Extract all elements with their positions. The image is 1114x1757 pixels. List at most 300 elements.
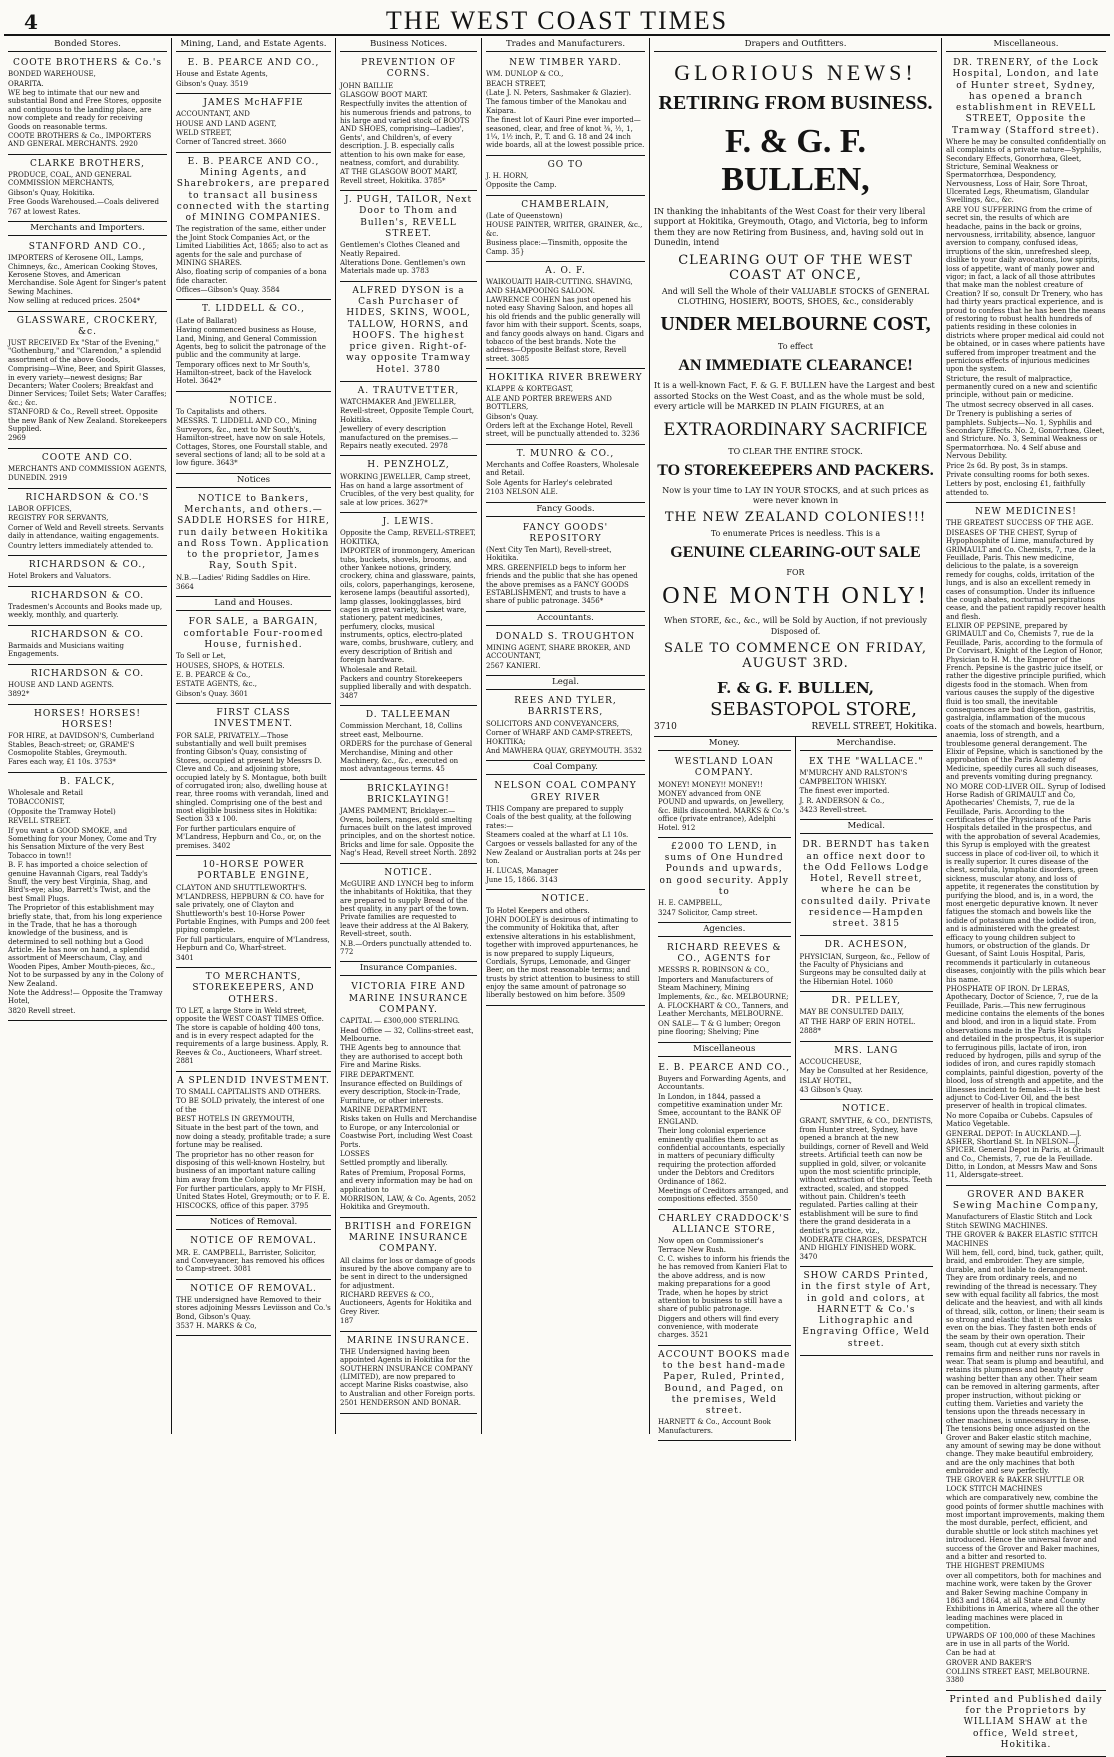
ad-text: Commission Merchant, 18, Collins street east, Melbourne. bbox=[340, 722, 463, 739]
sacrifice-heading: EXTRAORDINARY SACRIFICE bbox=[663, 418, 928, 440]
advertisement bbox=[8, 556, 167, 587]
enumerate-text: To enumerate Prices is needless. This is a bbox=[710, 529, 881, 539]
section-heading: Miscellaneous bbox=[658, 1043, 791, 1057]
advertisement bbox=[486, 156, 645, 196]
ad-text: ORDERS for the purchase of General Merchandise, Mining and other Machinery, &c., &c., executed on most advantageous terms. 45 bbox=[340, 740, 473, 774]
ad-text: (Opposite the Tramway Hotel) bbox=[8, 807, 116, 816]
ad-text: REVELL STREET. bbox=[8, 817, 71, 826]
ad-text: MINING AGENT, SHARE BROKER, AND ACCOUNTANT, bbox=[486, 644, 631, 661]
section-heading: Money. bbox=[658, 737, 791, 751]
advertisement bbox=[486, 54, 645, 156]
ad-headline: E. B. PEARCE AND CO., bbox=[187, 58, 320, 68]
advertisement bbox=[486, 890, 645, 1006]
ad-text: In London, in 1844, passed a competitive examination under Mr. Smee, accountant to the BANK OF ENGLAND. bbox=[658, 1092, 783, 1126]
advertisement bbox=[340, 780, 477, 864]
section-heading: Medical. bbox=[800, 820, 934, 834]
section-heading: Coal Company. bbox=[486, 761, 645, 775]
ad-text: Buyers and Forwarding Agents, and Accountants. bbox=[658, 1074, 786, 1092]
ad-text: 3820 Revell street. bbox=[8, 1006, 76, 1015]
ad-text: Will hem, fell, cord, bind, tuck, gather, quilt, braid, and embroider. They are simple, durable, and not liable to derangement. They are from ordinary reels, and no rewinding of the thread is necessary. They sew with equal facility all fabrics, the most delicate and the heaviest, and with all kinds of thread, silk, cotton, or linen; their seam is so strong and elastic that it never breaks even on the bias. They fasten both ends of the seam by their own operation. Their seam, though cut at every sixth stitch remains firm and neither runs nor ravels in wear. That seam is plump and beautiful, and retains its plumpness and beauty after washing better than any other. Their seam can be removed in altering garments, after proper instruction, without picking or cutting them. Varieties and variety the tensions upon the threads necessary in other machines, is unnecessary in these. The tensions being once adjusted on the Grover and Baker elastic stitch machine, any amount of sewing may be done without change. They make beautiful embroidery, and are the only machines that both embroider and sew perfectly. bbox=[946, 1248, 1105, 1476]
ad-text: Hotel Brokers and Valuators. bbox=[8, 572, 112, 581]
advertisement bbox=[946, 1186, 1106, 1691]
ad-text: Price 2s 6d. By post, 3s in stamps. bbox=[946, 461, 1068, 470]
advertisement bbox=[800, 836, 934, 936]
clearance-heading: AN IMMEDIATE CLEARANCE! bbox=[678, 357, 913, 375]
ad-text: FOR HIRE, at DAVIDSON'S, Cumberland Stables, Beach-street; or, GRAME'S Cosmopolite Stables, Greymouth. bbox=[8, 732, 155, 757]
advertisement bbox=[176, 153, 331, 301]
fact-text: It is a well-known Fact, F. & G. F. BULLEN have the Largest and best assorted Stocks on the West Coast, and as the whole must be sold, every article will be MARKED IN PLAIN FIGURES, at an bbox=[654, 381, 935, 412]
newspaper-title: THE WEST COAST TIMES bbox=[385, 6, 729, 35]
advertisement bbox=[176, 300, 331, 391]
ad-text: No more Copaiba or Cubebs. Capsules of Matico Vegetable. bbox=[946, 1111, 1093, 1129]
ad-text: THIS Company are prepared to supply Coals of the best quality, at the following rates:— bbox=[486, 804, 632, 830]
section-heading: Business Notices. bbox=[340, 38, 477, 52]
advertisement bbox=[8, 449, 167, 489]
section-heading: Bonded Stores. bbox=[8, 38, 167, 52]
ad-text: GROVER AND BAKER'S bbox=[946, 1658, 1032, 1667]
advertisement bbox=[176, 1072, 331, 1217]
section-heading: Accountants. bbox=[486, 612, 645, 626]
ad-headline: NELSON COAL COMPANY GREY RIVER bbox=[494, 781, 637, 803]
advertisement bbox=[176, 94, 331, 153]
section-heading: Insurance Companies. bbox=[340, 962, 477, 976]
ad-text: The registration of the same, either under the Joint Stock Companies Act, or the Limited Liabilities Act, 1865; also to act as agents for the sale and purchase of MINING SHARES. bbox=[176, 225, 328, 267]
ad-text: Revell-street, Opposite Temple Court, Hokitika. bbox=[340, 407, 475, 424]
ad-headline: ALFRED DYSON is a Cash Purchaser of HIDES, SKINS, WOOL, TALLOW, HORNS, and HOOFS. The highest price given. Right-of-way opposite Tramway Hotel. 3780 bbox=[345, 285, 472, 375]
ad-text: JOHN BAILLIE bbox=[340, 81, 394, 90]
ad-text: Note the Address!— Opposite the Tramway Hotel, bbox=[8, 989, 163, 1006]
ad-text: MR. E. CAMPBELL, Barrister, Solicitor, and Conveyancer, has removed his offices to Camp-street. 3081 bbox=[176, 1248, 325, 1274]
ad-text: TO LET, a large Store in Weld street, opposite the WEST COAST TIMES Office. The store is capable of holding 400 tons, and is in every respect adapted for the requirements of a large business. Apply, R. Reeves & Co., Auctioneers, Wharf street. 2881 bbox=[176, 1006, 329, 1066]
ad-text: FOR SALE, PRIVATELY.—Those substantially and well built premises fronting Gibson's Quay, consisting of Stores, occupied at present by Messrs D. Cleve and Co., and adjoining store, occupied lately by S. Montague, both built of corrugated iron; also, dwelling house at rear, three rooms with verandah, lined and shingled. Comprising one of the best and most eligible business sites in Hokitika: Section 33 x 100. bbox=[176, 731, 329, 824]
ad-headline: RICHARD REEVES & CO., AGENTS for bbox=[667, 942, 782, 965]
ad-text: Settled promptly and liberally. bbox=[340, 1159, 448, 1168]
ad-text: Steamers coaled at the wharf at L1 10s. bbox=[486, 830, 629, 839]
ad-text: 2501 HENDERSON AND BONAR. bbox=[340, 1399, 461, 1408]
section-heading: Notices bbox=[176, 474, 331, 488]
ad-text: 3423 Revell-street. bbox=[799, 805, 867, 814]
ad-headline: SHOW CARDS Printed, in the first style of Art, in gold and colors, at HARNETT & Co.'s Lithographic and Engraving Office, Weld street. bbox=[801, 1271, 932, 1349]
advertisement bbox=[8, 626, 167, 665]
advertisement bbox=[800, 1042, 934, 1101]
ad-headline: NOTICE OF REMOVAL. bbox=[190, 1283, 317, 1294]
ad-text: 767 at lowest Rates. bbox=[8, 207, 81, 216]
advertisement bbox=[486, 777, 645, 890]
one-month-heading: ONE MONTH ONLY! bbox=[662, 583, 929, 610]
ad-text: Also, floating scrip of companies of a bona fide character. bbox=[176, 268, 327, 285]
ad-text: Comprising—Wine, Beer, and Spirit Glasses, in every variety—newest designs; Bar Decanters; Water Coolers; Breakfast and Dinner Services; Toilet Sets; Water Caraffes; &c.; &c. bbox=[8, 365, 167, 407]
section-heading: Notices of Removal. bbox=[176, 1216, 331, 1230]
ad-text: MODERATE CHARGES, DESPATCH AND HIGHLY FINISHED WORK. 3470 bbox=[799, 1236, 927, 1261]
ad-text: If you want a GOOD SMOKE, and Something for your Money, Come and Try his Sensation Mixture of the very Best Tobacco in town!! bbox=[8, 826, 157, 860]
ad-text: Now open on Commissioner's Terrace New Rush. bbox=[658, 1237, 764, 1254]
ad-text: RICHARD REEVES & CO., Auctioneers, Agents for Hokitika and Grey River. bbox=[340, 1291, 472, 1316]
ad-text: Wholesale and Retail. bbox=[340, 665, 418, 674]
advertisement bbox=[8, 489, 167, 556]
advertisement bbox=[800, 936, 934, 992]
ad-text: Merchants and Coffee Roasters, Wholesale and Retail. bbox=[486, 461, 639, 478]
ad-text: DUNEDIN. 2919 bbox=[8, 474, 68, 483]
ad-text: Barmaids and Musicians waiting Engagements. bbox=[8, 641, 125, 659]
ad-text: ISLAY HOTEL, bbox=[799, 1076, 852, 1085]
ad-headline: HORSES! HORSES! HORSES! bbox=[34, 708, 141, 730]
ad-text: Respectfully invites the attention of his numerous friends and patrons, to his large and varied stock of BOOTS AND SHOES, comprising—Ladies', Gents', and Children's, of every description. J. B. especially calls attention to his own make for ease, neatness, comfort, and durability. bbox=[340, 100, 472, 168]
ad-headline: A SPLENDID INVESTMENT. bbox=[177, 1075, 330, 1086]
ad-text: (Late J. N. Peters, Sashmaker & Glazier). bbox=[486, 89, 632, 98]
now-text: Now is your time to LAY IN YOUR STOCKS, and at such prices as were never known in bbox=[662, 485, 929, 505]
ad-text: Alterations Done. Gentlemen's own Materials made up. 3783 bbox=[340, 258, 466, 276]
ad-text: MAY BE CONSULTED DAILY, bbox=[799, 1008, 904, 1017]
ad-text: Temporary offices next to Mr South's, Hamilton-street, back of the Havelock Hotel. 3642* bbox=[176, 360, 312, 386]
advertisement bbox=[176, 704, 331, 856]
ad-text: BONDED WAREHOUSE, bbox=[8, 70, 96, 79]
advertisement bbox=[658, 753, 791, 838]
ad-number: 3710 bbox=[654, 722, 677, 733]
ad-text: Meetings of Creditors arranged, and compositions effected. 3550 bbox=[658, 1186, 789, 1204]
ad-text: For further particulars, apply to Mr FISH, United States Hotel, Greymouth; or to F. E. HISCOCKS, office of this paper. 3795 bbox=[176, 1185, 330, 1210]
advertisement bbox=[8, 705, 167, 773]
ad-headline: J. LEWIS. bbox=[382, 517, 435, 528]
advertisement bbox=[486, 519, 645, 612]
ad-text: TO SMALL CAPITALISTS AND OTHERS. bbox=[176, 1087, 321, 1096]
ad-text: WE beg to intimate that our new and substantial Bond and Free Stores, opposite and contiguous to the landing place, are now complete and ready for receiving Goods on reasonable terms. bbox=[8, 89, 162, 131]
ad-text: UPWARDS OF 100,000 of these Machines are in use in all parts of the World. bbox=[946, 1631, 1096, 1648]
ad-text: For full particulars, enquire of M'Landress, Hepburn and Co, Wharf-street. bbox=[176, 935, 330, 953]
ad-headline: Printed and Published daily for the Proprietors by WILLIAM SHAW at the office, Weld street, Hokitika. bbox=[949, 1694, 1103, 1750]
ad-headline: GLASSWARE, CROCKERY, &c. bbox=[16, 315, 159, 337]
ad-text: Cargoes or vessels ballasted for any of the New Zealand or Australian ports at 24s per ton. bbox=[486, 840, 641, 866]
ad-text: MONEY! MONEY!! MONEY!! bbox=[658, 780, 763, 789]
ad-text: over all competitors, both for machines and machine work, were taken by the Grover and Baker Sewing machine Company in 1863 and 1864, at all State and County Exhibitions in America, where all the other leading machines were placed in competition. bbox=[946, 1571, 1102, 1631]
ad-headline: NEW MEDICINES! bbox=[975, 507, 1077, 518]
advertisement bbox=[658, 838, 791, 923]
ad-text: Country letters immediately attended to. bbox=[8, 541, 154, 550]
colonies-heading: THE NEW ZEALAND COLONIES!!! bbox=[664, 510, 927, 526]
ad-text: GENERAL DEPOT: In AUCKLAND.—J. ASHER, Shortland St. In NELSON—J. SPICER. General Depot in Paris, at Grimault and Co., Chemists, 7, rue de la Feuillade. Ditto, in London, at Messrs Maw and Sons 11, Aldersgate-street. bbox=[946, 1129, 1105, 1180]
ad-text: Wholesale and Retail bbox=[8, 789, 83, 798]
ad-headline: GO TO bbox=[547, 159, 584, 170]
commence-heading: SALE TO COMMENCE ON FRIDAY, AUGUST 3RD. bbox=[663, 641, 928, 672]
ad-text: MARINE DEPARTMENT. bbox=[340, 1106, 428, 1115]
ad-text: Their long colonial experience eminently qualifies them to act as confidential accountants, especially in matters of pecuniary difficulty requiring the protection afforded under the Debtors and Creditors Ordinance of 1862. bbox=[658, 1127, 785, 1186]
advertisement bbox=[800, 1100, 934, 1267]
ad-headline: MRS. LANG bbox=[834, 1045, 899, 1056]
sell-text: And will Sell the Whole of their VALUABLE STOCKS of GENERAL CLOTHING, HOSIERY, BOOTS, SHOES, &c., considerably bbox=[661, 286, 930, 306]
ad-text: 2969 bbox=[8, 434, 26, 443]
advertisement bbox=[946, 1691, 1106, 1757]
ad-text: LAWRENCE COHEN has just opened his noted easy Shaving Saloon, and hopes all his old friends and the public generally will favor him with their support. Scents, soaps, and fancy goods always on hand. Cigars and tobacco of the best brands. Note the address—Opposite Belfast store, Revell street. 3085 bbox=[486, 296, 644, 363]
ad-text: All claims for loss or damage of goods insured by the above company are to be sent in direct to the undersigned for adjustment. bbox=[340, 1256, 476, 1290]
ad-headline: MARINE INSURANCE. bbox=[346, 1335, 470, 1346]
ad-text: THE GROVER & BAKER ELASTIC STITCH MACHINES bbox=[946, 1231, 1098, 1248]
under-melbourne-cost: UNDER MELBOURNE COST, bbox=[660, 313, 931, 336]
ad-text: Having commenced business as House, Land, Mining, and General Commission Agents, beg to solicit the patronage of the public and the community at large. bbox=[176, 326, 326, 360]
advertisement bbox=[8, 312, 167, 449]
ad-text: Corner of Tancred street. 3660 bbox=[176, 138, 287, 147]
ad-text: Corner of WHARF AND CAMP-STREETS, HOKITIKA; bbox=[486, 729, 633, 746]
ad-text: Stricture, the result of malpractice, permanently cured on a new and scientific principle, without pain or medicine. bbox=[946, 374, 1098, 400]
ad-headline: NOTICE. bbox=[229, 395, 278, 406]
ad-text: 3537 H. MARKS & Co, bbox=[176, 1322, 257, 1331]
ad-text: Opposite the Camp, REVELL-STREET, HOKITIKA, bbox=[340, 529, 476, 546]
ad-headline: E. B. PEARCE AND CO., bbox=[658, 1062, 791, 1073]
ad-text: MESSRS. T. LIDDELL AND CO., Mining Surveyors, &c., next to Mr South's, Hamilton-street, have now on sale Hotels, Cottages, Stores, one Fourstall stable, and several sections of land; all to be sold at a low figure. 3643* bbox=[176, 417, 328, 468]
advertisement bbox=[340, 191, 477, 282]
ad-text: M'LANDRESS, HEPBURN & CO. have for sale privately, one of Clayton and Shuttleworth's best 10-Horse Power Portable Engines, with Pumps and 200 feet piping complete. bbox=[176, 892, 330, 935]
ad-text: Private consulting rooms for both sexes. bbox=[946, 470, 1090, 479]
ad-headline: NOTICE. bbox=[541, 894, 590, 905]
ad-text: PRODUCE, COAL, AND GENERAL COMMISSION MERCHANTS, bbox=[8, 171, 132, 188]
ad-text: THE undersigned have Removed to their stores adjoining Messrs Leviisson and Co.'s Bond, Gibson's Quay. bbox=[176, 1295, 331, 1321]
ad-text: To Hotel Keepers and others. bbox=[486, 906, 590, 915]
ad-headline: BRICKLAYING! BRICKLAYING! bbox=[367, 783, 450, 806]
ad-text: THE HIGHEST PREMIUMS bbox=[946, 1562, 1045, 1571]
ad-text: COOTE BROTHERS & Co., IMPORTERS AND GENERAL MERCHANTS. 2920 bbox=[8, 131, 152, 149]
ad-text: WELD STREET, bbox=[176, 129, 232, 138]
ad-text: H. LUCAS, Manager bbox=[486, 866, 559, 875]
column-1 bbox=[4, 38, 172, 1434]
ad-text: which are comparatively new, combine the good points of former shuttle machines with most important improvements, making them the most durable, perfect, efficient, and durable shuttle or lock stitch machines yet introduced. Hence the universal favor and success of the Grover and Baker machines, and a bitter and resorted to. bbox=[946, 1494, 1105, 1561]
ad-headline: REES AND TYLER, BARRISTERS, bbox=[514, 696, 617, 718]
ad-text: MESSRS R. ROBINSON & CO., bbox=[658, 966, 770, 975]
advertisement bbox=[8, 54, 167, 155]
ad-text: The utmost secrecy observed in all cases. bbox=[946, 400, 1094, 409]
section-heading: Drapers and Outfitters. bbox=[654, 38, 937, 52]
ad-headline: RICHARDSON & CO. bbox=[30, 668, 145, 679]
advertisement bbox=[176, 392, 331, 474]
advertisement bbox=[340, 282, 477, 382]
ad-text: The famous timber of the Manokau and Kaipara. bbox=[486, 98, 627, 115]
ad-text: Situate in the best part of the town, and now doing a steady, profitable trade; a sure fortune may be realised. bbox=[176, 1124, 331, 1150]
advertisement bbox=[8, 773, 167, 1021]
ad-headline: COOTE BROTHERS & Co.'s bbox=[12, 58, 163, 68]
ad-text: HOUSE PAINTER, WRITER, GRAINER, &c., &c. bbox=[486, 221, 643, 238]
columns bbox=[4, 38, 1110, 1750]
ad-headline: HOKITIKA RIVER BREWERY bbox=[488, 373, 643, 384]
ad-text: C. C. wishes to inform his friends the he has removed from Kanieri Flat to the above address, and is now making preparations for a good Trade, when he hopes by strict attention to business to still have a share of public patronage. bbox=[658, 1254, 790, 1314]
ad-headline: JAMES McHAFFIE bbox=[203, 98, 304, 109]
ad-text: JUST RECEIVED Ex "Star of the Evening," "Gothenburg," and "Clarendon," a splendid assortment of the above Goods, bbox=[8, 339, 162, 364]
ad-text: BEACH STREET, bbox=[486, 79, 546, 88]
ad-text: N.B.—Orders punctually attended to. 772 bbox=[340, 939, 472, 957]
ad-text: Gibson's Quay. bbox=[486, 412, 539, 421]
ad-text: WORKING JEWELLER, Camp street, bbox=[340, 472, 471, 481]
ad-text: The Proprietor of this establishment may briefly state, that, from his long experience in the Trade, that he has a thorough knowledge of the business, and is determined to sell nothing but a Good Article. He has now on hand, a splendid assortment of Meerschaum, Clay, and Wooden Pipes, Amber Mouth-pieces, &c., Not to be surpassed by any in the Colony of New Zealand. bbox=[8, 904, 164, 988]
advertisement bbox=[340, 382, 477, 457]
ad-headline: H. PENZHOLZ, bbox=[367, 460, 450, 471]
ad-text: House and Estate Agents, bbox=[176, 70, 268, 79]
ad-headline: NEW TIMBER YARD. bbox=[509, 58, 622, 68]
ad-text: ESTATE AGENTS, &c., bbox=[176, 680, 258, 689]
ad-text: Gibson's Quay. 3601 bbox=[176, 689, 249, 698]
ad-headline: RICHARDSON & CO. bbox=[30, 590, 145, 601]
ad-text: 2103 NELSON ALE. bbox=[486, 488, 558, 497]
ad-text: 187 bbox=[340, 1317, 354, 1326]
ad-headline: BRITISH and FOREIGN MARINE INSURANCE COMPANY. bbox=[344, 1221, 473, 1255]
advertisement bbox=[800, 1267, 934, 1356]
column-5 bbox=[650, 38, 942, 1434]
page-number: 4 bbox=[24, 10, 38, 34]
section-heading: Mining, Land, and Estate Agents. bbox=[176, 38, 331, 52]
ad-text: IMPORTERS of Kerosene OIL, Lamps, Chimneys, &c., American Cooking Stoves, Kerosene Stoves, and American Merchandise. Sole Agent for Singer's patent Sewing Machines. bbox=[8, 254, 167, 296]
ad-text: 2888* bbox=[799, 1027, 821, 1036]
column-2 bbox=[172, 38, 336, 1434]
ad-text: STANFORD & Co., Revell street. Opposite the new Bank of New Zealand. Storekeepers Supplied. bbox=[8, 408, 167, 433]
ad-text: 3247 Solicitor, Camp street. bbox=[658, 908, 758, 917]
ad-text: Orders left at the Exchange Hotel, Revell street, will be punctually attended to. 3236 bbox=[486, 421, 640, 439]
ad-text: Head Office — 32, Collins-street east, Melbourne. bbox=[340, 1026, 474, 1043]
genuine-sale-heading: GENUINE CLEARING-OUT SALE bbox=[670, 544, 921, 562]
to-effect: To effect bbox=[778, 342, 813, 352]
ad-headline: NOTICE OF REMOVAL. bbox=[190, 1236, 317, 1247]
ad-headline: CLARKE BROTHERS, bbox=[30, 158, 145, 169]
ad-headline: FOR SALE, a BARGAIN, comfortable Four-roomed House, furnished. bbox=[183, 617, 324, 650]
ad-text: WATCHMAKER And JEWELLER, bbox=[340, 398, 457, 406]
when-text: When STORE, &c., &c., will be Sold by Auction, if not previously Disposed of. bbox=[664, 616, 927, 636]
ad-text: HOUSE AND LAND AGENTS. bbox=[8, 680, 114, 689]
ad-headline: NOTICE. bbox=[384, 867, 433, 878]
ad-text: AT THE GLASGOW BOOT MART, Revell street, Hokitika. 3785* bbox=[340, 168, 458, 185]
advertisement bbox=[340, 513, 477, 706]
ad-text: ELIXIR OF PEPSINE, prepared by GRIMAULT and Co, Chemists 7, rue de la Feuillade, Paris, according to the formula of Dr Corvisart, Knight of the Legion of Honor, Physician to H. M. the Emperor of the French. Pepsine is the gastric juice itself, or rather the digestive principle purified, which digests food in the stomach. When from various causes the supply of the digestive fluid is too small, the inevitable consequences are bad digestion, gastritis, gastralgia, inflammation of the mucous coats of the stomach and bowels, heartburn, anaemia, loss of strength, and a troublesome general derangement. The Elixir of Pepsine, which is sanctioned by the approbation of the Paris Academy of Medicine, speedily cures all such diseases, and prevents vomiting during pregnancy. bbox=[946, 622, 1106, 782]
ad-text: Jewellery of every description manufactured on the premises.—Repairs neatly executed. 2978 bbox=[340, 425, 459, 450]
ad-text: Business place:—Tinsmith, opposite the Camp. 35} bbox=[486, 239, 628, 256]
ad-text: IMPORTER of ironmongery, American tubs, buckets, shovels, brooms, and other Yankee notions, grindery, crockery, china and glassware, paints, oils, colors, paperhangings, kerosene, kerosene lamps (beautiful assorted), lamp glasses, lookingglasses, bird cages in great variety, basket ware, stationery, patent medicines, perfumery, clocks, musical instruments, optics, electro-plated ware, combs, brushware, cutlery, and every description of British and foreign hardware. bbox=[340, 547, 476, 665]
advertisement bbox=[340, 1332, 477, 1414]
ad-text: J. H. HORN, bbox=[486, 172, 529, 181]
ad-headline: A. TRAUTVETTER, bbox=[357, 385, 460, 396]
column-4 bbox=[482, 38, 650, 1434]
advertisement bbox=[340, 978, 477, 1217]
advertisement bbox=[176, 54, 331, 94]
ad-text: THE Undersigned having been appointed Agents in Hokitika for the SOUTHERN INSURANCE COMPANY (LIMITED), are now prepared to accept Marine Risks coastwise, also to Australian and other Foreign ports. bbox=[340, 1347, 476, 1398]
ad-text: LOSSES bbox=[340, 1150, 370, 1159]
ad-headline: DONALD S. TROUGHTON bbox=[495, 631, 636, 642]
ad-text: MRS. GREENFIELD begs to inform her friends and the public that she has opened the above premises as a FANCY GOODS ESTABLISHMENT, and trusts to have a share of public patronage. 3456* bbox=[486, 563, 638, 606]
ad-text: Importers and Manufacturers of Steam Machinery, Mining Implements, &c., &c. MELBOURNE; bbox=[658, 975, 789, 1001]
ad-headline: DR. PELLEY, bbox=[831, 996, 901, 1007]
ad-headline: E. B. PEARCE AND CO., Mining Agents, and Sharebrokers, are prepared to transact all business connected with the starting of MINING COMPANIES. bbox=[176, 156, 331, 224]
ad-text: To Sell or Let, bbox=[176, 652, 226, 661]
ad-text: PHYSICIAN, Surgeon, &c., Fellow of the Faculty of Physicians and Surgeons may be consulted daily at the Hibernian Hotel. 1060 bbox=[799, 952, 930, 986]
ad-text: E. B. PEARCE & Co., bbox=[176, 670, 251, 679]
section-heading: Fancy Goods. bbox=[486, 503, 645, 517]
ad-text: Has on hand a large assortment of Crucibles, of the very best quality, for sale at low prices. 3627* bbox=[340, 481, 474, 507]
ad-text: REGISTRY FOR SERVANTS, bbox=[8, 514, 109, 523]
advertisement bbox=[486, 262, 645, 369]
ad-text: CAPITAL — £300,000 STERLING. bbox=[340, 1017, 460, 1026]
lower-right bbox=[796, 737, 938, 1441]
ad-text: 43 Gibson's Quay. bbox=[799, 1085, 863, 1094]
advertisement bbox=[340, 54, 477, 191]
section-heading: Trades and Manufacturers. bbox=[486, 38, 645, 52]
ad-text: THE Agents beg to announce that they are authorised to accept both Fire and Marine Risks. bbox=[340, 1044, 463, 1070]
advertisement bbox=[658, 1210, 791, 1346]
retiring-heading: RETIRING FROM BUSINESS. bbox=[658, 92, 933, 114]
ad-headline: T. LIDDELL & CO., bbox=[201, 304, 306, 315]
ad-headline: WESTLAND LOAN COMPANY. bbox=[674, 757, 774, 779]
ad-text: And MAWHERA QUAY, GREYMOUTH. 3532 bbox=[486, 746, 642, 755]
ad-text: KLAPPE & KORTEGAST, bbox=[486, 385, 574, 394]
ad-headline: RICHARDSON & CO., bbox=[28, 559, 147, 570]
for-label: FOR bbox=[786, 568, 805, 578]
ad-text: from Hunter street, Sydney, have opened a branch at the new buildings, corner of Revell and Weld streets. Artificial teeth can now be supplied in gold, silver, or volcanite upon the most scientific principle, without extraction of the roots. Teeth extracted, scaled, and stopped without pain. Children's teeth regulated. Parties calling at their establishment will be sure to find there the grand desiderata in a dentist's practice, viz., bbox=[799, 1125, 933, 1235]
ad-text: HOUSE AND LAND AGENT, bbox=[176, 119, 277, 128]
glorious-news: GLORIOUS NEWS! bbox=[674, 60, 917, 85]
ad-text: Fares each way, £1 10s. 3753* bbox=[8, 758, 116, 767]
advertisement bbox=[8, 155, 167, 222]
ad-text: 3664 bbox=[176, 582, 194, 591]
ad-text: TO BE SOLD privately, the interest of one of the bbox=[176, 1097, 325, 1114]
ad-text: Gibson's Quay. 3519 bbox=[176, 79, 249, 88]
advertisement bbox=[486, 445, 645, 503]
ad-text: GRANT, SMYTHE, & CO., DENTISTS, bbox=[799, 1116, 933, 1125]
ad-headline: D. TALLEEMAN bbox=[365, 710, 452, 721]
ad-headline: ACCOUNT BOOKS made to the best hand-made Paper, Ruled, Printed, Bound, and Paged, on the premises, Weld street. bbox=[658, 1349, 791, 1417]
ad-headline: DR. TRENERY, of the Lock Hospital, London, and late of Hunter street, Sydney, has opened a branch establishment in REVELL STREET, Opposite the Tramway (Stafford street). bbox=[951, 58, 1101, 136]
ad-text: MERCHANTS AND COMMISSION AGENTS, bbox=[8, 465, 167, 473]
ad-text: Tradesmen's Accounts and Books made up, weekly, monthly, and quarterly. bbox=[8, 602, 163, 620]
ad-text: Gentlemen's Clothes Cleaned and Neatly Repaired. bbox=[340, 241, 460, 258]
intro-text: IN thanking the inhabitants of the West Coast for their very liberal support at Hokitika, Greymouth, Otago, and Victoria, beg to inform them they are now Retiring from Business, and, having sold out in Dunedin, intend bbox=[654, 207, 928, 248]
ad-text: THE GREATEST SUCCESS OF THE AGE. bbox=[946, 519, 1094, 528]
ad-text: Dr Trenery is publishing a series of pamphlets. Subjects—No. 1, Syphilis and Secondary Effects. No. 2, Gonorrhœa, Gleet, and Stricture. No. 3, Seminal Weakness or Spermatorrhœa. No. 4 Self abuse and Nervous Debility. bbox=[946, 410, 1105, 461]
ad-text: JAMES PAMMENT, Bricklayer.—Ovens, boilers, ranges, gold smelting furnaces built on the latest improved principles, and on the shortest notice. Bricks and lime for sale. Opposite the Nag's Head, Revell street North. 2892 bbox=[340, 807, 477, 858]
advertisement bbox=[176, 1232, 331, 1279]
advertisement bbox=[946, 503, 1106, 1186]
ad-text: ORARITA. bbox=[8, 79, 44, 88]
ad-headline: STANFORD AND CO., bbox=[28, 241, 147, 252]
advertisement bbox=[658, 1346, 791, 1441]
storekeepers-heading: TO STOREKEEPERS AND PACKERS. bbox=[657, 461, 934, 479]
signature-address: REVELL STREET, Hokitika. bbox=[811, 722, 937, 733]
ad-text: Gibson's Quay, Hokitika. bbox=[8, 188, 95, 197]
ad-text: WAIKOUAITI HAIR-CUTTING. SHAVING, AND SHAMPOOING SALOON. bbox=[486, 278, 633, 295]
ad-headline: B. FALCK, bbox=[59, 776, 116, 787]
ad-text: FIRE DEPARTMENT. bbox=[340, 1070, 415, 1079]
ad-text: M'MURCHY AND RALSTON'S CAMPBELTON WHISKY. bbox=[799, 769, 908, 786]
advertisement bbox=[8, 587, 167, 626]
ad-headline: EX THE "WALLACE." bbox=[809, 757, 924, 768]
ad-headline: GROVER AND BAKER Sewing Machine Company, bbox=[952, 1189, 1100, 1212]
ad-text: H. E. CAMPBELL, bbox=[658, 899, 723, 908]
ad-text: WM. DUNLOP & CO., bbox=[486, 70, 564, 79]
ad-text: Risks taken on Hulls and Merchandise to Europe, or any Intercolonial or Coastwise Port, including West Coast Ports. bbox=[340, 1115, 477, 1149]
ad-text: GLASGOW BOOT MART. bbox=[340, 90, 428, 99]
ad-text: AT THE HARP OF ERIN HOTEL. bbox=[799, 1017, 916, 1026]
advertisement bbox=[486, 369, 645, 445]
advertisement bbox=[800, 992, 934, 1041]
ad-text: TOBACCONIST, bbox=[8, 798, 65, 807]
ad-text: J. R. ANDERSON & Co., bbox=[799, 796, 885, 805]
ad-text: N.B.—Ladies' Riding Saddles on Hire. bbox=[176, 573, 311, 582]
ad-text: HARNETT & Co., Account Book Manufacturers. bbox=[658, 1418, 771, 1435]
advertisement bbox=[658, 939, 791, 1043]
ad-text: BEST HOTELS IN GREYMOUTH, bbox=[176, 1114, 295, 1123]
advertisement bbox=[486, 628, 645, 676]
ad-headline: VICTORIA FIRE AND MARINE INSURANCE COMPANY. bbox=[348, 982, 469, 1015]
advertisement bbox=[658, 1059, 791, 1210]
firm-name: F. & G. F. BULLEN, bbox=[721, 123, 870, 198]
section-heading: Merchandise. bbox=[800, 737, 934, 751]
advertisement bbox=[8, 665, 167, 705]
ad-text: MONEY advanced from ONE POUND and upwards, on Jewellery, &c. Bills discounted. MARKS & Co.'s office (private entrance), Adelphi Hotel. 912 bbox=[658, 789, 790, 832]
ad-text: 3401 bbox=[176, 953, 194, 962]
advertisement bbox=[486, 692, 645, 761]
ad-text: ACCOUCHEUSE, bbox=[799, 1057, 862, 1066]
advertisement bbox=[800, 753, 934, 820]
ad-text: HOUSES, SHOPS, & HOTELS. bbox=[176, 661, 285, 670]
